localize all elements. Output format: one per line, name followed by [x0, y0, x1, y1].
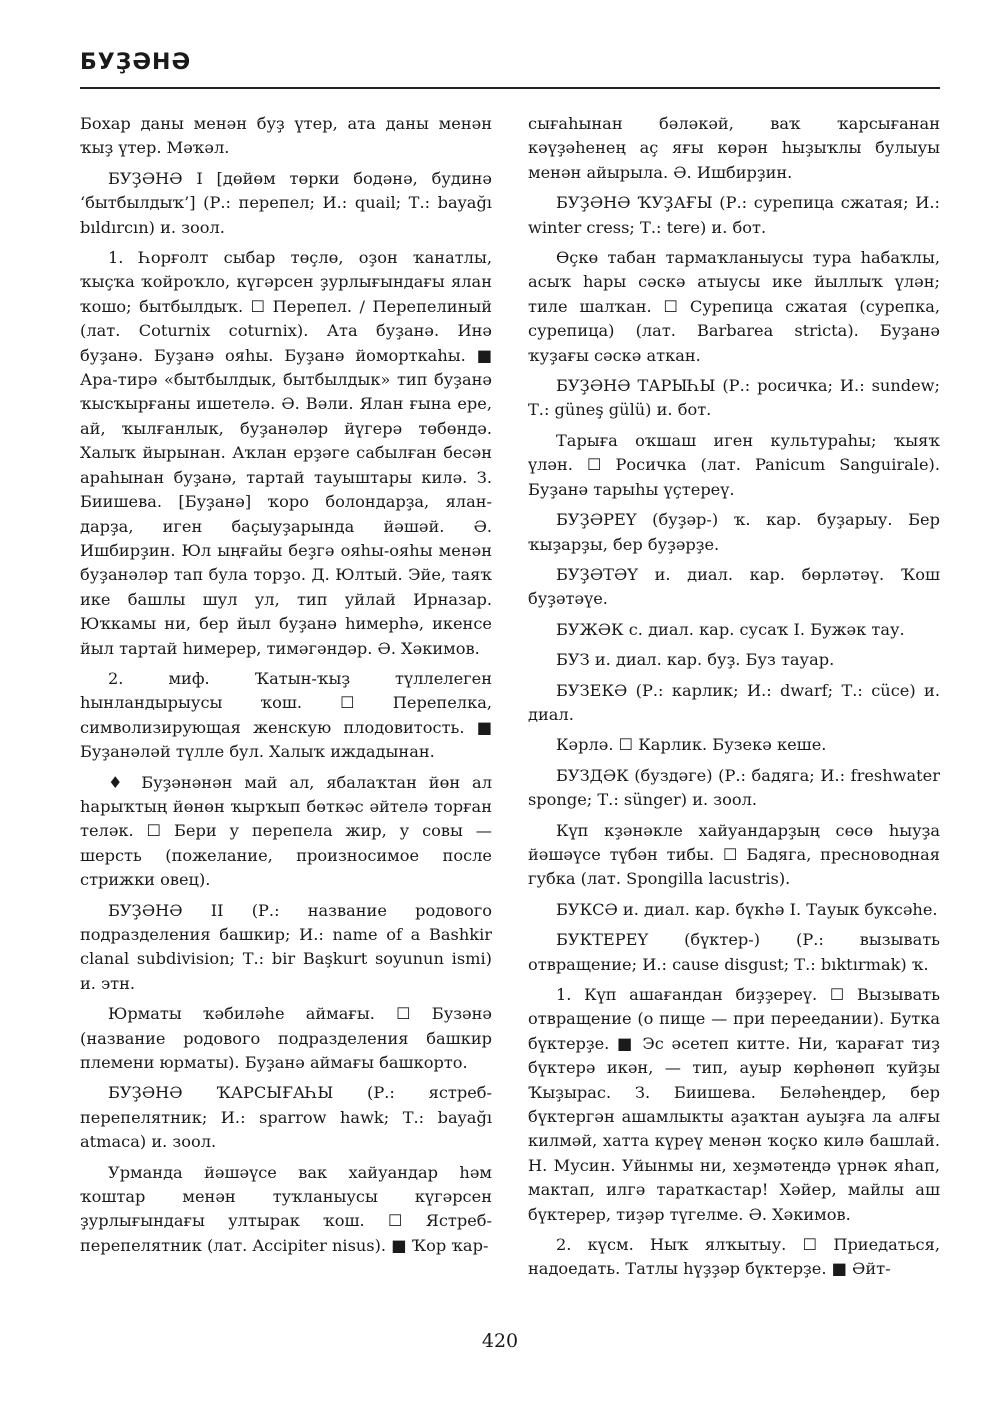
header-rule — [80, 87, 940, 89]
entry-headword-paragraph: БУКСӘ и. диал. кар. бүкһә I. Тауык буксәһе. — [556, 899, 938, 919]
sense-paragraph: 2. миф. Ҡатын-ҡыҙ түллелеген һынландырыусы ҡош. ☐ Перепелка, символизирующая женскую плодовитость. ■ Буҙанәләй түлле бул. Халыҡ иждадынан. — [80, 668, 492, 762]
entry-headword-paragraph: БУҘӘРЕҮ (буҙәр-) ҡ. кар. буҙарыу. Бер ҡыҙарҙы, бер буҙәрҙе. — [528, 510, 940, 554]
definition-paragraph: Юрматы ҡәбиләһе аймағы. ☐ Бузәнә (название родового подразделения башкир племени юрматы). Буҙанә аймағы башкорто. — [80, 1004, 492, 1073]
entry-paragraph: Бохар даны менән буҙ үтер, ата даны менән ҡыҙ үтер. Мәҡәл. — [80, 114, 492, 158]
entry-headword-paragraph: БУЗДӘК (буздәге) (Р.: бадяга; И.: freshwater sponge; Т.: sünger) и. зоол. — [528, 765, 940, 810]
definition-paragraph: Урманда йәшәүсе вак хайуандар һәм ҡоштар менән туҡланыусы күгәрсен ҙурлығындағы ултырак ҡош. ☐ Ястреб-перепелятник (лат. Accipiter nisus). ■ Ҡор ҡар- — [80, 1162, 492, 1255]
left-column — [80, 112, 492, 1264]
entry-headword-paragraph: БУКТЕРЕҮ (бүктер-) (Р.: вызывать отвращение; И.: cause disgust; Т.: bıktırmak) ҡ. — [528, 930, 940, 974]
definition-paragraph: сығаһынан бәләкәй, ваҡ ҡарсығанан кәүҙәһенең аҫ яғы көрән һыҙыҡлы булыуы менән айырыла. Ә. Ишбирҙин. — [528, 114, 940, 182]
sense-paragraph: 1. Һорғолт сыбар төҫлө, оҙон ҡанатлы, ҡыҫҡа ҡойроҡло, күгәрсен ҙурлығындағы ялан ҡошо; бытбылдыҡ. ☐ Перепел. / Перепелиный (лат. Coturnix coturnix). Ата буҙанә. Инә буҙанә. Буҙанә ояһы. Буҙанә йоморткаһы. ■ Ара-тирә «бытбылдык, бытбылдык» тип буҙанә ҡысҡырғаны ишетелә. Ә. Вәли. Ялан ғына ере, ай, ҡылғанлык, буҙанәләр йүгерә төбөндә. Халыҡ йырынан. Аҡлан ерҙәге сабылған бесән араһынан буҙанә, тартай тауыштары килә. З. Биишева. [Буҙанә] ҡоро болондарҙа, яландарҙа, иген баҫыуҙарында йәшәй. Ә. Ишбирҙин. Юл ыңғайы беҙгә ояһы-ояһы менән буҙанәләр тап була торҙо. Д. Юлтый. Эйе, таяҡ ике башлы шул ул, тип уйлай Ирназар. Юҡкамы ни, бер йыл буҙанә һимерһә, икенсе йыл тартай һимерер, тимәгәндәр. Ә. Хәкимов. — [80, 248, 492, 658]
entry-headword-paragraph: БУЗ и. диал. кар. буҙ. Буз тауар. — [556, 650, 835, 670]
entry-headword-paragraph: БУҘӘНӘ ҠУҘАҒЫ (Р.: сурепица сжатая; И.: winter cress; Т.: tere) и. бот. — [528, 193, 940, 237]
definition-paragraph: Кәрлә. ☐ Карлик. Бузекә кеше. — [556, 735, 827, 755]
definition-paragraph: Өҫкө табан тармаҡланыусы тура һабаҡлы, асыҡ һары сәскә атыусы ике йыллыҡ үлән; тиле шалҡан. ☐ Сурепица сжатая (сурепка, сурепица) (лат. Barbarea stricta). Буҙанә ҡуҙағы сәскә аткан. — [528, 248, 940, 365]
entry-headword-paragraph: БУЗЕКӘ (Р.: карлик; И.: dwarf; Т.: cüce) и. диал. — [528, 680, 940, 724]
entry-headword-paragraph: БУҘӘНӘ I [дөйөм төрки бодәнә, будинә ‘бытбылдыҡ’] (Р.: перепел; И.: quail; Т.: bayağı bıldırcın) и. зоол. — [80, 168, 492, 237]
entry-headword-paragraph: БУЖӘК с. диал. кар. сусаҡ I. Бужәк тау. — [556, 619, 905, 639]
definition-paragraph: Күп кҙәнәкле хайуандарҙың сөсө һыуҙа йәшәүсе түбән тибы. ☐ Бадяга, пресноводная губка (лат. Spongilla lacustris). — [528, 820, 940, 889]
running-head: БУҘӘНӘ — [80, 50, 192, 75]
definition-paragraph: Тарыға оҡшаш иген культураһы; ҡыяҡ үлән. ☐ Росичка (лат. Panicum Sanguirale). Буҙанә тарыһы үҫтереү. — [528, 430, 940, 499]
idiom-paragraph: ♦ Буҙәнәнән май ал, ябалаҡтан йөн ал һарыҡтың йөнөн ҡырҡып бөткәс әйтелә торған теләк. ☐ Бери у перепела жир, у совы — шерсть (пожелание, произносимое после стрижки овец). — [80, 772, 492, 890]
entry-headword-paragraph: БУҘӘТӘҮ и. диал. кар. бөрләтәү. Ҡош буҙәтәүе. — [528, 564, 940, 609]
sense-paragraph: 1. Күп ашағандан биҙҙереү. ☐ Вызывать отвращение (о пище — при переедании). Бутка бүктерҙе. ■ Эс әсетеп китте. Ни, ҡарағат тиҙ бүктерә икән, — тип, ауыр көрһөнөп ҡуйҙы Ҡыҙырас. З. Биишева. Беләһеңдер, бер бүктергән ашамлыкты аҙаҡтан ауыҙға ла алғы килмәй, хатта күреү менән ҡоҫко килә башлай. Н. Мусин. Уйынмы ни, хеҙмәтеңдә үрнәк яһап, мактап, илгә тараткастар! Хәйер, майлы аш бүктерер, тиҙәр түгелме. Ә. Хәкимов. — [528, 985, 940, 1224]
entry-headword-paragraph: БУҘӘНӘ II (Р.: название родового подразделения башкир; И.: name of a Bashkir clanal subdivision; Т.: bir Başkurt soyunun ismi) и. этн. — [80, 900, 492, 993]
entry-headword-paragraph: БУҘӘНӘ ҠАРСЫҒАҺЫ (Р.: ястреб-перепелятник; И.: sparrow hawk; Т.: bayağı atmaca) и. зоол. — [80, 1083, 492, 1152]
entry-headword-paragraph: БУҘӘНӘ ТАРЫҺЫ (Р.: росичка; И.: sundew; Т.: güneş gülü) и. бот. — [528, 376, 940, 420]
sense-paragraph: 2. күсм. Ныҡ ялҡытыу. ☐ Приедаться, надоедать. Татлы һүҙҙәр бүктерҙе. ■ Әйт- — [528, 1235, 940, 1279]
right-column — [528, 112, 940, 1288]
page-number: 420 — [481, 1330, 519, 1352]
